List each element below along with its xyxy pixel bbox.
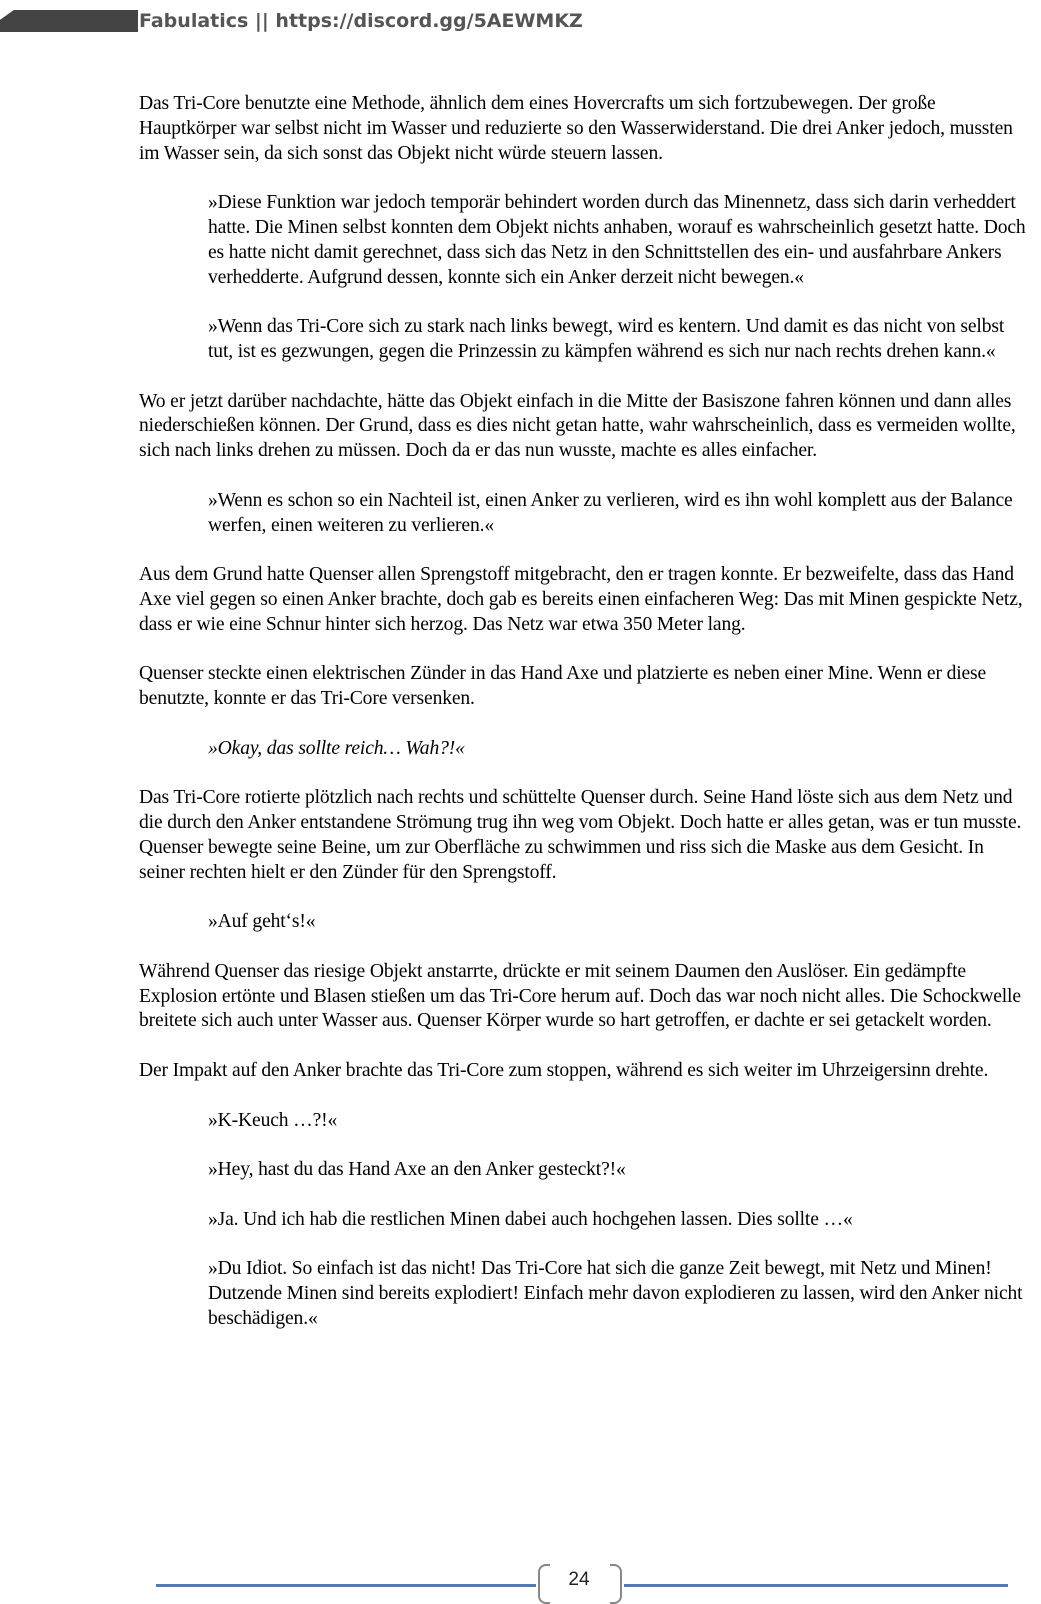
document-body (139, 92, 1027, 1357)
dialogue-paragraph: »Wenn das Tri-Core sich zu stark nach links bewegt, wird es kentern. Und damit es das nicht von selbst tut, ist es gezwungen, gegen die Prinzessin zu kämpfen während es sich nur nach rechts drehen kann.« (208, 316, 1005, 362)
paragraph: Der Impakt auf den Anker brachte das Tri-Core zum stoppen, während es sich weiter im Uhrzeigersinn drehte. (139, 1060, 989, 1082)
header-text: Fabulatics || https://discord.gg/5AEWMKZ (139, 10, 583, 32)
paragraph: Aus dem Grund hatte Quenser allen Sprengstoff mitgebracht, den er tragen konnte. Er bezweifelte, dass das Hand Axe viel gegen so einen Anker brachte, doch gab es bereits einen einfacheren Weg: Das mit Minen gespickte Netz, dass er wie eine Schnur hinter sich herzog. Das Netz war etwa 350 Meter lang. (139, 564, 1023, 635)
paragraph: Das Tri-Core rotierte plötzlich nach rechts und schüttelte Quenser durch. Seine Hand löste sich aus dem Netz und die durch den Anker entstandene Strömung trug ihn weg vom Objekt. Doch hatte er alles getan, was er tun musste. Quenser bewegte seine Beine, um zur Oberfläche zu schwimmen und riss sich die Maske aus dem Gesicht. In seiner rechten hielt er den Zünder für den Sprengstoff. (139, 787, 1022, 883)
dialogue-paragraph: »Ja. Und ich hab die restlichen Minen dabei auch hochgehen lassen. Dies sollte …« (208, 1208, 853, 1230)
right-bracket-decoration (610, 1564, 622, 1604)
page-header (0, 8, 600, 36)
paragraph: Quenser steckte einen elektrischen Zünder in das Hand Axe und platzierte es neben einer Mine. Wenn er diese benutzte, konnte er das Tri-Core versenken. (139, 663, 987, 710)
dialogue-paragraph: »Diese Funktion war jedoch temporär behindert worden durch das Minennetz, dass sich darin verheddert hatte. Die Minen selbst konnten dem Objekt nichts anhaben, worauf es wahrscheinlich gesetzt hatte. Doch es hatte nicht damit gerechnet, dass sich das Netz in den Schnittstellen des ein- und ausfahrbare Ankers verhedderte. Aufgrund dessen, konnte sich ein Anker derzeit nicht bewegen.« (208, 192, 1026, 288)
paragraph: Wo er jetzt darüber nachdachte, hätte das Objekt einfach in die Mitte der Basiszone fahren können und dann alles niederschießen können. Der Grund, dass es dies nicht getan hatte, wahr wahrscheinlich, dass es vermeiden wollte, sich nach links drehen zu müssen. Doch da er das nun wusste, machte es alles einfacher. (139, 390, 1016, 462)
dialogue-paragraph: »Wenn es schon so ein Nachteil ist, einen Anker zu verlieren, wird es ihn wohl komplett aus der Balance werfen, einen weiteren zu verlieren.« (208, 489, 1013, 536)
dialogue-paragraph: »Auf geht‘s!« (208, 911, 316, 933)
header-decoration-bar (0, 10, 138, 32)
footer-rule-left (156, 1584, 536, 1587)
dialogue-paragraph: »Okay, das sollte reich… Wah?!« (208, 737, 465, 759)
dialogue-paragraph: »Du Idiot. So einfach ist das nicht! Das Tri-Core hat sich die ganze Zeit bewegt, mit Netz und Minen! Dutzende Minen sind bereits explodiert! Einfach mehr davon explodieren zu lassen, wird den Anker nicht beschädigen.« (208, 1258, 1023, 1330)
footer-rule-right (624, 1584, 1008, 1587)
page-number: 24 (568, 1569, 590, 1590)
dialogue-paragraph: »K-Keuch …?!« (208, 1109, 338, 1131)
page-footer (0, 1558, 1041, 1600)
paragraph: Während Quenser das riesige Objekt anstarrte, drückte er mit seinem Daumen den Auslöser. Ein gedämpfte Explosion ertönte und Blasen stießen um das Tri-Core herum auf. Doch das war noch nicht alles. Die Schockwelle breitete sich auch unter Wasser aus. Quenser Körper wurde so hart getroffen, er dachte er sei getackelt worden. (139, 960, 1021, 1032)
paragraph: Das Tri-Core benutzte eine Methode, ähnlich dem eines Hovercrafts um sich fortzubewegen. Der große Hauptkörper war selbst nicht im Wasser und reduzierte so den Wasserwiderstand. Die drei Anker jedoch, mussten im Wasser sein, da sich sonst das Objekt nicht würde steuern lassen. (139, 93, 1013, 164)
dialogue-paragraph: »Hey, hast du das Hand Axe an den Anker gesteckt?!« (208, 1159, 626, 1181)
